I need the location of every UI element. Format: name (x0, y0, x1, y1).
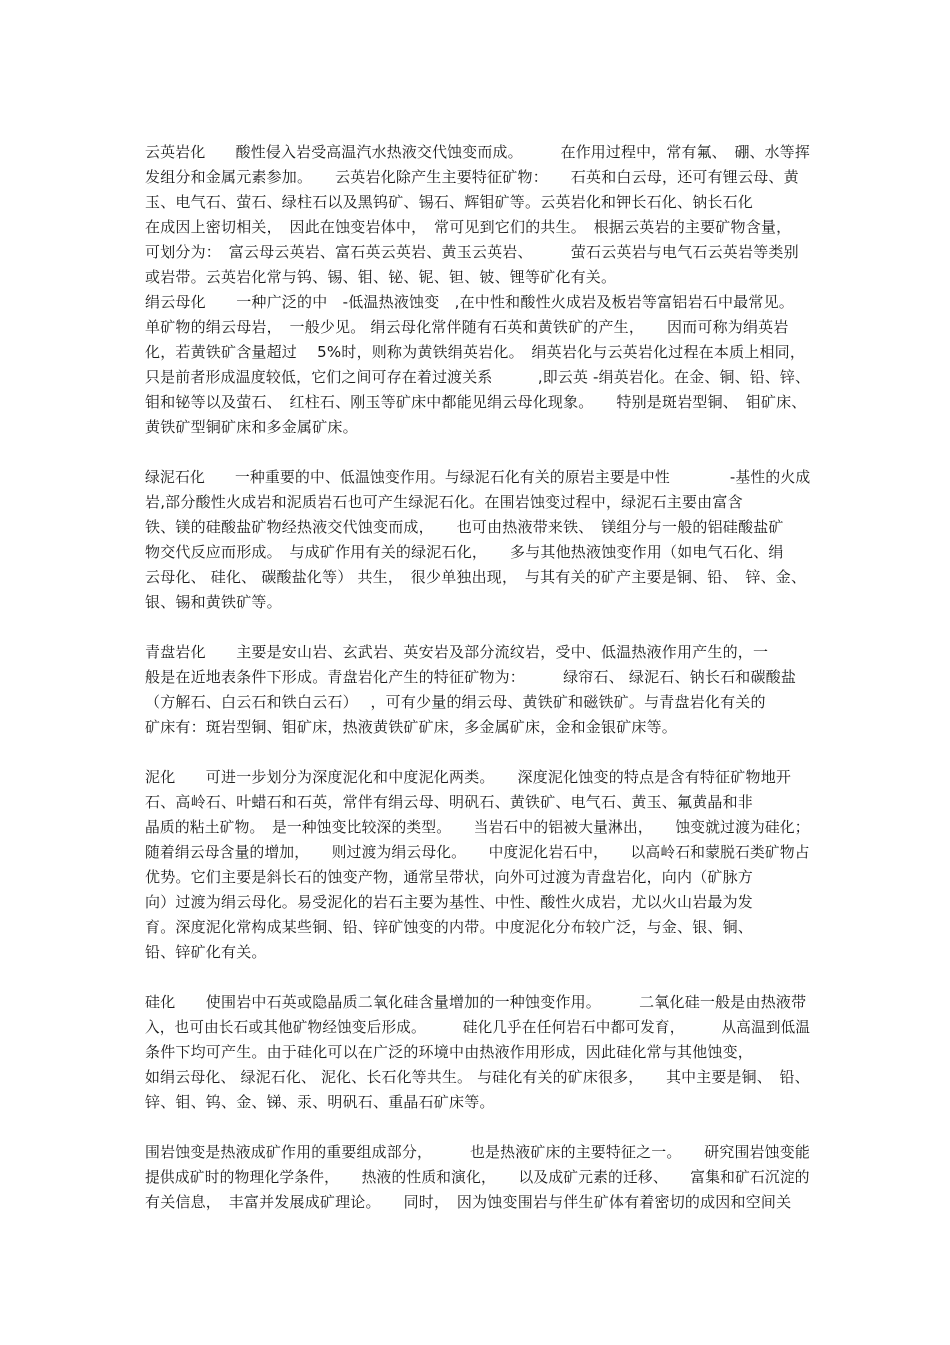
text-line: （方解石、白云石和铁白云石） ，可有少量的绢云母、黄铁矿和磁铁矿。与青盘岩化有关的 (145, 693, 766, 711)
text-line: 绢云母化 一种广泛的中 -低温热液蚀变 ,在中性和酸性火成岩及板岩等富铝岩石中最常见。 (145, 293, 794, 311)
text-line: 岩,部分酸性火成岩和泥质岩石也可产生绿泥石化。在围岩蚀变过程中，绿泥石主要由富含 (145, 493, 743, 511)
text-line: 黄铁矿型铜矿床和多金属矿床。 (145, 418, 358, 436)
text-line: 条件下均可产生。由于硅化可以在广泛的环境中由热液作用形成，因此硅化常与其他蚀变， (145, 1043, 754, 1061)
text-line: 向）过渡为绢云母化。易受泥化的岩石主要为基性、中性、酸性火成岩，尤以火山岩最为发 (145, 893, 754, 911)
text-line: 晶质的粘土矿物。 是一种蚀变比较深的类型。 当岩石中的铝被大量淋出， 蚀变就过渡为硅化； (145, 818, 810, 836)
text-line: 在成因上密切相关， 因此在蚀变岩体中， 常可见到它们的共生。 根据云英岩的主要矿物含量， (145, 218, 792, 236)
text-line: 钼和铋等以及萤石、 红柱石、刚玉等矿床中都能见绢云母化现象。 特别是斑岩型铜、 钼矿床、 (145, 393, 807, 411)
text-line: 般是在近地表条件下形成。青盘岩化产生的特征矿物为： 绿帘石、 绿泥石、钠长石和碳酸盐 (145, 668, 797, 686)
text-line: 单矿物的绢云母岩， 一般少见。 绢云母化常伴随有石英和黄铁矿的产生， 因而可称为绢英岩 (145, 318, 789, 336)
text-line: 青盘岩化 主要是安山岩、玄武岩、英安岩及部分流纹岩，受中、低温热液作用产生的，一 (145, 643, 769, 661)
text-line: 发组分和金属元素参加。 云英岩化除产生主要特征矿物： 石英和白云母，还可有锂云母、黄 (145, 168, 799, 186)
text-line: 或岩带。云英岩化常与钨、锡、钼、铋、铌、钽、铍、锂等矿化有关。 (145, 268, 617, 286)
text-line: 锌、钼、钨、金、锑、汞、明矾石、重晶石矿床等。 (145, 1093, 495, 1111)
text-line: 化，若黄铁矿含量超过 5%时，则称为黄铁绢英岩化。 绢英岩化与云英岩化过程在本质上相同， (145, 343, 806, 361)
text-line: 铁、镁的硅酸盐矿物经热液交代蚀变而成， 也可由热液带来铁、 镁组分与一般的铝硅酸盐矿 (145, 518, 784, 536)
text-line: 硅化 使围岩中石英或隐晶质二氧化硅含量增加的一种蚀变作用。 二氧化硅一般是由热液带 (145, 993, 807, 1011)
text-line: 云母化、 硅化、 碳酸盐化等） 共生， 很少单独出现， 与其有关的矿产主要是铜、铅、 锌、金、 (145, 568, 807, 586)
text-line: 可划分为： 富云母云英岩、富石英云英岩、黄玉云英岩、 萤石云英岩与电气石云英岩等类别 (145, 243, 799, 261)
text-line: 优势。它们主要是斜长石的蚀变产物，通常呈带状，向外可过渡为青盘岩化，向内（矿脉方 (145, 868, 754, 886)
text-line: 围岩蚀变是热液成矿作用的重要组成部分， 也是热液矿床的主要特征之一。 研究围岩蚀变能 (145, 1143, 811, 1161)
text-line: 只是前者形成温度较低，它们之间可存在着过渡关系 ,即云英 -绢英岩化。在金、铜、铅、锌、 (145, 368, 811, 386)
text-line: 育。深度泥化常构成某些铜、铅、锌矿蚀变的内带。中度泥化分布较广泛，与金、银、铜、 (145, 918, 754, 936)
text-line: 提供成矿时的物理化学条件， 热液的性质和演化， 以及成矿元素的迁移、 富集和矿石沉淀的 (145, 1168, 810, 1186)
text-line: 铅、锌矿化有关。 (145, 943, 267, 961)
text-line: 玉、电气石、萤石、绿柱石以及黑钨矿、锡石、辉钼矿等。云英岩化和钾长石化、钠长石化 (145, 193, 754, 211)
text-line: 随着绢云母含量的增加， 则过渡为绢云母化。 中度泥化岩石中， 以高岭石和蒙脱石类矿物占 (145, 843, 810, 861)
text-line: 有关信息， 丰富并发展成矿理论。 同时， 因为蚀变围岩与伴生矿体有着密切的成因和空间关 (145, 1193, 792, 1211)
text-line: 云英岩化 酸性侵入岩受高温汽水热液交代蚀变而成。 在作用过程中，常有氟、 硼、水等挥 (145, 143, 811, 161)
text-line: 银、锡和黄铁矿等。 (145, 593, 282, 611)
text-line: 石、高岭石、叶蜡石和石英，常伴有绢云母、明矾石、黄铁矿、电气石、黄玉、氟黄晶和非 (145, 793, 754, 811)
text-line: 物交代反应而形成。 与成矿作用有关的绿泥石化， 多与其他热液蚀变作用（如电气石化、绢 (145, 543, 784, 561)
text-line: 绿泥石化 一种重要的中、低温蚀变作用。与绿泥石化有关的原岩主要是中性 -基性的火成 (145, 468, 811, 486)
text-line: 入，也可由长石或其他矿物经蚀变后形成。 硅化几乎在任何岩石中都可发育， 从高温到低温 (145, 1018, 811, 1036)
text-line: 泥化 可进一步划分为深度泥化和中度泥化两类。 深度泥化蚀变的特点是含有特征矿物地开 (145, 768, 792, 786)
text-line: 如绢云母化、 绿泥石化、 泥化、长石化等共生。 与硅化有关的矿床很多， 其中主要是铜、 铅、 (145, 1068, 810, 1086)
text-line: 矿床有：斑岩型铜、钼矿床，热液黄铁矿矿床，多金属矿床，金和金银矿床等。 (145, 718, 678, 736)
